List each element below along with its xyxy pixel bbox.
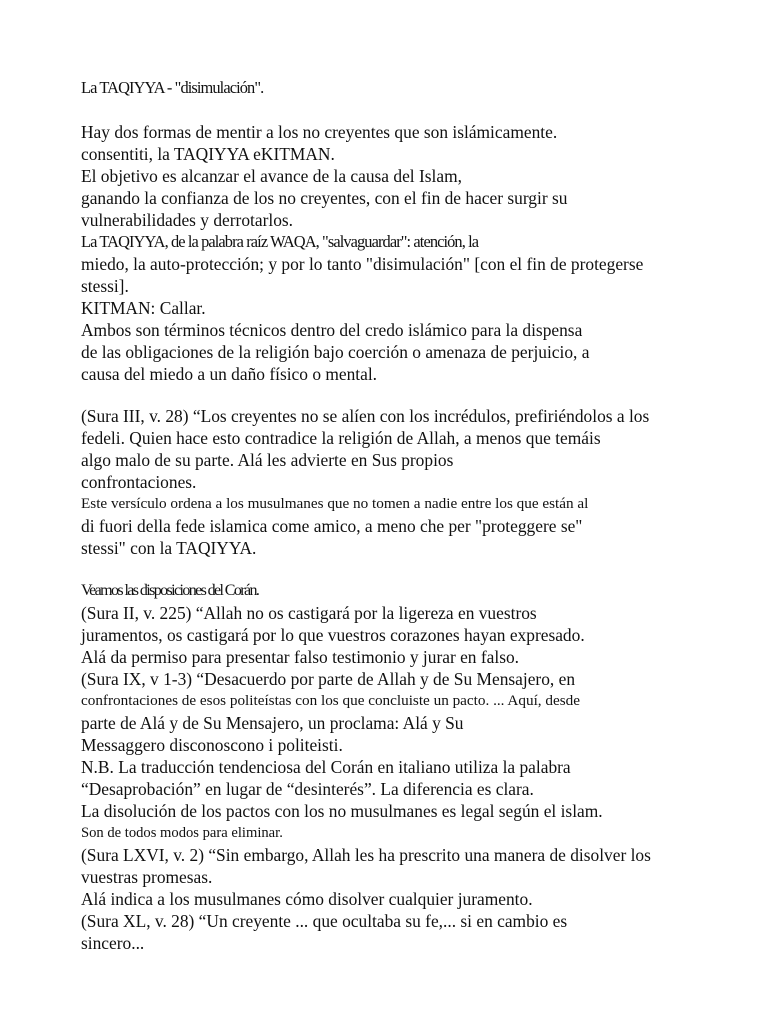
paragraph-line: causa del miedo a un daño físico o mental. [81, 364, 378, 384]
paragraph-line: stessi]. [81, 276, 129, 296]
paragraph-line: El objetivo es alcanzar el avance de la causa del Islam, [81, 166, 462, 186]
paragraph-line: La disolución de los pactos con los no musulmanes es legal según el islam. [81, 801, 603, 821]
paragraph-line: Messaggero disconoscono i politeisti. [81, 735, 343, 755]
paragraph-line: confrontaciones de esos politeístas con los que concluiste un pacto. ... Aquí, desde [81, 692, 580, 709]
paragraph-line: de las obligaciones de la religión bajo coerción o amenaza de perjuicio, a [81, 342, 590, 362]
paragraph-line: stessi" con la TAQIYYA. [81, 538, 257, 558]
document-title: La TAQIYYA - "disimulación". [81, 78, 264, 97]
paragraph-line: vulnerabilidades y derrotarlos. [81, 210, 293, 230]
paragraph-line: La TAQIYYA, de la palabra raíz WAQA, "salvaguardar": atención, la [81, 232, 479, 251]
paragraph-line: N.B. La traducción tendenciosa del Corán en italiano utiliza la palabra [81, 757, 571, 777]
paragraph-line: juramentos, os castigará por lo que vuestros corazones hayan expresado. [81, 625, 585, 645]
paragraph-line: (Sura IX, v 1-3) “Desacuerdo por parte de Allah y de Su Mensajero, en [81, 669, 576, 689]
paragraph-line: (Sura II, v. 225) “Allah no os castigará por la ligereza en vuestros [81, 603, 537, 623]
paragraph-line: (Sura XL, v. 28) “Un creyente ... que ocultaba su fe,... si en cambio es [81, 911, 568, 931]
paragraph-line: miedo, la auto-protección; y por lo tanto "disimulación" [con el fin de protegerse [81, 254, 644, 274]
paragraph-line: consentiti, la TAQIYYA eKITMAN. [81, 144, 335, 164]
paragraph-line: algo malo de su parte. Alá les advierte en Sus propios [81, 450, 454, 470]
paragraph-line: Alá indica a los musulmanes cómo disolver cualquier juramento. [81, 889, 533, 909]
paragraph-line: parte de Alá y de Su Mensajero, un proclama: Alá y Su [81, 713, 464, 733]
paragraph-line: “Desaprobación” en lugar de “desinterés”. La diferencia es clara. [81, 779, 534, 799]
paragraph-line: ganando la confianza de los no creyentes, con el fin de hacer surgir su [81, 188, 568, 208]
section-heading: Veamos las disposiciones del Corán. [81, 582, 259, 599]
paragraph-line: confrontaciones. [81, 472, 197, 492]
paragraph-line: Ambos son términos técnicos dentro del credo islámico para la dispensa [81, 320, 583, 340]
paragraph-line: Hay dos formas de mentir a los no creyentes que son islámicamente. [81, 122, 558, 142]
paragraph-line: Este versículo ordena a los musulmanes que no tomen a nadie entre los que están al [81, 495, 589, 512]
paragraph-line: vuestras promesas. [81, 867, 213, 887]
paragraph-line: sincero... [81, 933, 145, 953]
paragraph-line: fedeli. Quien hace esto contradice la religión de Allah, a menos que temáis [81, 428, 601, 448]
paragraph-line: Alá da permiso para presentar falso testimonio y jurar en falso. [81, 647, 520, 667]
paragraph-line: (Sura III, v. 28) “Los creyentes no se alíen con los incrédulos, prefiriéndolos a los [81, 406, 650, 426]
paragraph-line: Son de todos modos para eliminar. [81, 825, 283, 841]
paragraph-line: (Sura LXVI, v. 2) “Sin embargo, Allah les ha prescrito una manera de disolver los [81, 845, 651, 865]
paragraph-line: KITMAN: Callar. [81, 298, 206, 318]
paragraph-line: di fuori della fede islamica come amico, a meno che per "proteggere se" [81, 516, 583, 536]
